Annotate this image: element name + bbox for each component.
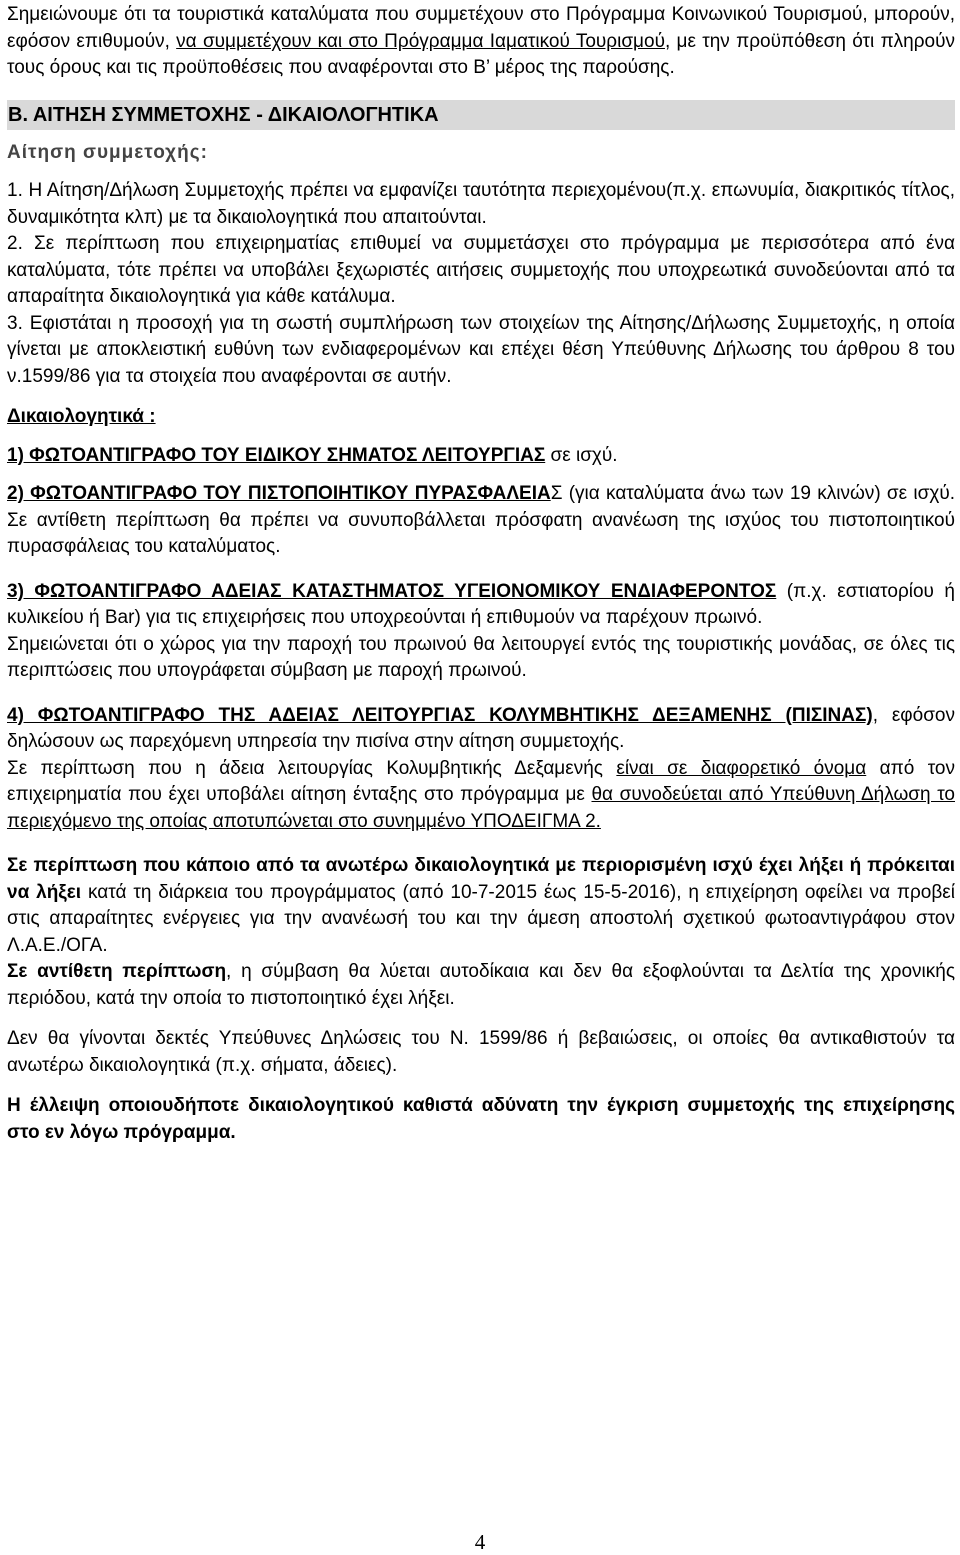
contrary-case-text: , η σύμβαση θα λύεται αυτοδίκαια και δεν θα εξοφλούνται τα Δελτία της χρονικής περιόδου, κατά την οποία το πιστοποιητικό έχει λήξει. <box>7 961 955 1009</box>
declarations-paragraph: Δεν θα γίνονται δεκτές Υπεύθυνες Δηλώσεις του Ν. 1599/86 ή βεβαιώσεις, οι οποίες θα αντικαθιστούν τα ανωτέρω δικαιολογητικά (π.χ. σήματα, άδειες). <box>7 1028 955 1076</box>
pool-note-text-2: από τον επιχειρηματία που έχει υποβάλει αίτηση ένταξης στο πρόγραμμα με <box>7 757 955 805</box>
expiry-text: κατά τη διάρκεια του προγράμματος (από 10-7-2015 έως 15-5-2016), η επιχείρηση οφείλει να προβεί στις απαραίτητες ενέργειες για την ανανέωσή του και την άμεση αποστολή σχετικού φωτοαντιγράφου στον Λ.Α.Ε./ΟΓΑ. <box>7 881 955 956</box>
documents-heading: Δικαιολογητικά : <box>7 406 156 427</box>
expiry-emphasis: Σε περίπτωση που κάποιο από τα ανωτέρω δικαιολογητικά με περιορισμένη ισχύ έχει λήξει ή πρόκειται να λήξει <box>7 855 955 903</box>
application-item-1: 1. Η Αίτηση/Δήλωση Συμμετοχής πρέπει να εμφανίζει ταυτότητα περιεχομένου(π.χ. επωνυμία, διακριτικός τίτλος, δυναμικότητα κλπ) με τα δικαιολογητικά που απαιτούνται. <box>7 180 955 228</box>
contrary-case-emphasis: Σε αντίθετη περίπτωση <box>7 961 227 982</box>
page-number: 4 <box>474 1530 486 1554</box>
pool-note-text-1: Σε περίπτωση που η άδεια λειτουργίας Κολυμβητικής Δεξαμενής <box>7 757 617 779</box>
document-item-1 <box>7 443 955 470</box>
document-item-1-text: σε ισχύ. <box>545 444 618 466</box>
document-item-4-text: , εφόσον δηλώσουν ως παρεχόμενη υπηρεσία την πισίνα στην αίτηση συμμετοχής. <box>7 704 955 752</box>
pool-note-underlined-1: είναι σε διαφορετικό όνομα <box>616 757 867 779</box>
document-page <box>7 0 955 1146</box>
application-item-2: 2. Σε περίπτωση που επιχειρηματίας επιθυμεί να συμμετάσχει στο πρόγραμμα με περισσότερα από ένα καταλύματα, τότε πρέπει να υποβάλει ξεχωριστές αιτήσεις συμμετοχής που υποχρεωτικά συνοδεύονται από τα απαραίτητα δικαιολογητικά για κάθε κατάλυμα. <box>7 233 955 307</box>
pool-note-underlined-2: θα συνοδεύεται από Υπεύθυνη Δήλωση το περιεχόμενο της οποίας αποτυπώνεται στο συνημμένο ΥΠΟΔΕΙΓΜΑ 2. <box>7 784 955 832</box>
intro-underlined-text: να συμμετέχουν και στο Πρόγραμμα Ιαματικού Τουρισμού <box>176 30 665 52</box>
application-item-3: 3. Εφιστάται η προσοχή για τη σωστή συμπλήρωση των στοιχείων της Αίτησης/Δήλωσης Συμμετοχής, η οποία γίνεται με αποκλειστική ευθύνη των ενδιαφερομένων και επέχει θέση Υπεύθυνης Δήλωσης του άρθρου 8 του ν.1599/86 για τα στοιχεία που αναφέρονται σε αυτήν. <box>7 312 955 387</box>
document-item-2-title: 2) ΦΩΤΟΑΝΤΙΓΡΑΦΟ ΤΟΥ ΠΙΣΤΟΠΟΙΗΤΙΚΟΥ ΠΥΡΑΣΦΑΛΕΙΑ <box>7 483 551 504</box>
document-item-3-title: 3) ΦΩΤΟΑΝΤΙΓΡΑΦΟ ΑΔΕΙΑΣ ΚΑΤΑΣΤΗΜΑΤΟΣ ΥΓΕΙΟΝΟΜΙΚΟΥ ΕΝΔΙΑΦΕΡΟΝΤΟΣ <box>7 580 777 602</box>
section-b-heading: Β. ΑΙΤΗΣΗ ΣΥΜΜΕΤΟΧΗΣ - ΔΙΚΑΙΟΛΟΓΗΤΙΚΑ <box>7 100 955 130</box>
intro-paragraph <box>7 2 955 82</box>
expiry-paragraph-1 <box>7 853 955 959</box>
document-item-4-note <box>7 756 955 836</box>
document-item-4 <box>7 703 955 756</box>
document-item-3-note: Σημειώνεται ότι ο χώρος για την παροχή του πρωινού θα λειτουργεί εντός της τουριστικής μονάδας, σε όλες τις περιπτώσεις που υπογράφεται σύμβαση με παροχή πρωινού. <box>7 633 955 681</box>
application-heading: Αίτηση συμμετοχής: <box>7 141 208 163</box>
expiry-paragraph-2 <box>7 959 955 1012</box>
document-item-4-title: 4) ΦΩΤΟΑΝΤΙΓΡΑΦΟ ΤΗΣ ΑΔΕΙΑΣ ΛΕΙΤΟΥΡΓΙΑΣ ΚΟΛΥΜΒΗΤΙΚΗΣ ΔΕΞΑΜΕΝΗΣ (ΠΙΣΙΝΑΣ) <box>7 704 873 726</box>
document-item-3-text: (π.χ. εστιατορίου ή κυλικείου ή Bar) για τις επιχειρήσεις που υποχρεούνται ή επιθυμούν να παρέχουν πρωινό. <box>7 580 955 628</box>
intro-text-end: , με την προϋπόθεση ότι πληρούν τους όρους και τις προϋποθέσεις που αναφέρονται στο Β’ μέρος της παρούσης. <box>7 30 956 78</box>
document-item-2-text: Σ (για καταλύματα άνω των 19 κλινών) σε ισχύ. Σε αντίθετη περίπτωση θα πρέπει να συνυποβάλλεται πρόσφατη ανανέωση της ισχύος του πιστοποιητικού πυρασφάλειας του καταλύματος. <box>7 483 955 557</box>
document-item-1-title: 1) ΦΩΤΟΑΝΤΙΓΡΑΦΟ ΤΟΥ ΕΙΔΙΚΟΥ ΣΗΜΑΤΟΣ ΛΕΙΤΟΥΡΓΙΑΣ <box>7 444 546 466</box>
intro-text-start: Σημειώνουμε ότι τα τουριστικά καταλύματα που συμμετέχουν στο Πρόγραμμα Κοινωνικού Τουρισμού, μπορούν, εφόσον επιθυμούν, <box>7 4 955 52</box>
missing-documents-paragraph: Η έλλειψη οποιουδήποτε δικαιολογητικού καθιστά αδύνατη την έγκριση συμμετοχής της επιχείρησης στο εν λόγω πρόγραμμα. <box>7 1095 955 1143</box>
document-item-2 <box>7 481 955 561</box>
document-item-3 <box>7 579 955 632</box>
